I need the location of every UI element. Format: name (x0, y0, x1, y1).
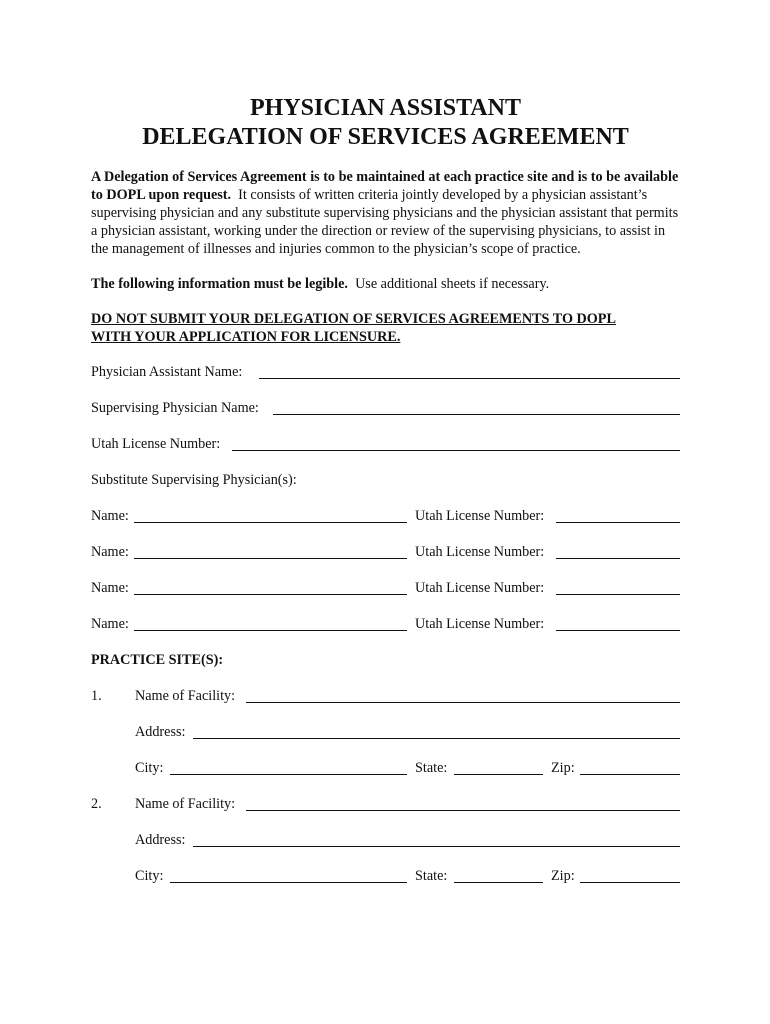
intro-bold-text: A Delegation of Services Agreement is to be maintained at each practice site and is to be available to DOPL upon request. (91, 169, 679, 203)
warning-line-1: DO NOT SUBMIT YOUR DELEGATION OF SERVICES AGREEMENTS TO DOPL (91, 311, 616, 327)
substitute-name-label: Name: (91, 580, 129, 596)
utah-license-label: Utah License Number: (91, 436, 221, 452)
practice-heading-row (91, 651, 680, 669)
site-1-address-row (91, 723, 680, 741)
substitute-name-field[interactable] (134, 630, 407, 631)
site-2-city-row (91, 867, 680, 885)
utah-license-field[interactable] (232, 450, 680, 451)
substitute-license-label: Utah License Number: (415, 580, 545, 596)
site-2-address-field[interactable] (193, 846, 680, 847)
site-2-zip-field[interactable] (580, 882, 680, 883)
legibility-body-text: Use additional sheets if necessary. (355, 276, 550, 292)
address-label: Address: (135, 832, 186, 848)
substitute-license-field[interactable] (556, 522, 680, 523)
substitute-heading: Substitute Supervising Physician(s): (91, 472, 297, 488)
site-1-address-field[interactable] (193, 738, 680, 739)
substitute-license-field[interactable] (556, 594, 680, 595)
legibility-note (91, 275, 680, 293)
substitute-license-field[interactable] (556, 558, 680, 559)
city-label: City: (135, 868, 164, 884)
site-1-city-field[interactable] (170, 774, 407, 775)
intro-body-text: It consists of written criteria jointly developed by a physician assistant’s supervising physician and any substitute supervising physicians and the physician assistant that permits a physician assistant, working under the direction or review of the supervising physicians, to assist in the management of illnesses and injuries common to the physician’s scope of practice. (91, 187, 679, 257)
substitute-name-label: Name: (91, 616, 129, 632)
submission-warning (91, 310, 680, 346)
site-2-city-field[interactable] (170, 882, 407, 883)
intro-paragraph (91, 168, 680, 258)
substitute-row (91, 543, 680, 561)
title-line-2: DELEGATION OF SERVICES AGREEMENT (142, 124, 629, 150)
substitute-row (91, 615, 680, 633)
warning-line-2: WITH YOUR APPLICATION FOR LICENSURE. (91, 329, 401, 345)
site-1-facility-field[interactable] (246, 702, 680, 703)
facility-label: Name of Facility: (135, 796, 236, 812)
substitute-heading-row (91, 471, 680, 489)
pa-name-label: Physician Assistant Name: (91, 364, 243, 380)
substitute-license-label: Utah License Number: (415, 544, 545, 560)
supervising-name-field[interactable] (273, 414, 680, 415)
state-label: State: (415, 760, 448, 776)
facility-label: Name of Facility: (135, 688, 236, 704)
utah-license-row (91, 435, 680, 453)
site-1-facility-row (91, 687, 680, 705)
site-2-address-row (91, 831, 680, 849)
substitute-license-label: Utah License Number: (415, 616, 545, 632)
substitute-license-field[interactable] (556, 630, 680, 631)
substitute-name-field[interactable] (134, 594, 407, 595)
site-2-state-field[interactable] (454, 882, 543, 883)
site-1-state-field[interactable] (454, 774, 543, 775)
site-2-facility-row (91, 795, 680, 813)
substitute-row (91, 507, 680, 525)
substitute-name-label: Name: (91, 508, 129, 524)
pa-name-field[interactable] (259, 378, 680, 379)
address-label: Address: (135, 724, 186, 740)
substitute-name-label: Name: (91, 544, 129, 560)
site-1-city-row (91, 759, 680, 777)
legibility-bold-text: The following information must be legible. (91, 276, 348, 292)
substitute-row (91, 579, 680, 597)
substitute-name-field[interactable] (134, 558, 407, 559)
pa-name-row (91, 363, 680, 381)
substitute-name-field[interactable] (134, 522, 407, 523)
city-label: City: (135, 760, 164, 776)
substitute-license-label: Utah License Number: (415, 508, 545, 524)
site-2-facility-field[interactable] (246, 810, 680, 811)
site-1-zip-field[interactable] (580, 774, 680, 775)
practice-sites-heading: PRACTICE SITE(S): (91, 652, 224, 668)
zip-label: Zip: (551, 760, 575, 776)
supervising-name-label: Supervising Physician Name: (91, 400, 259, 416)
form-page (91, 92, 680, 885)
form-title (91, 92, 680, 152)
supervising-name-row (91, 399, 680, 417)
title-line-1: PHYSICIAN ASSISTANT (250, 95, 521, 121)
site-2-number: 2. (91, 796, 102, 812)
site-1-number: 1. (91, 688, 102, 704)
state-label: State: (415, 868, 448, 884)
zip-label: Zip: (551, 868, 575, 884)
